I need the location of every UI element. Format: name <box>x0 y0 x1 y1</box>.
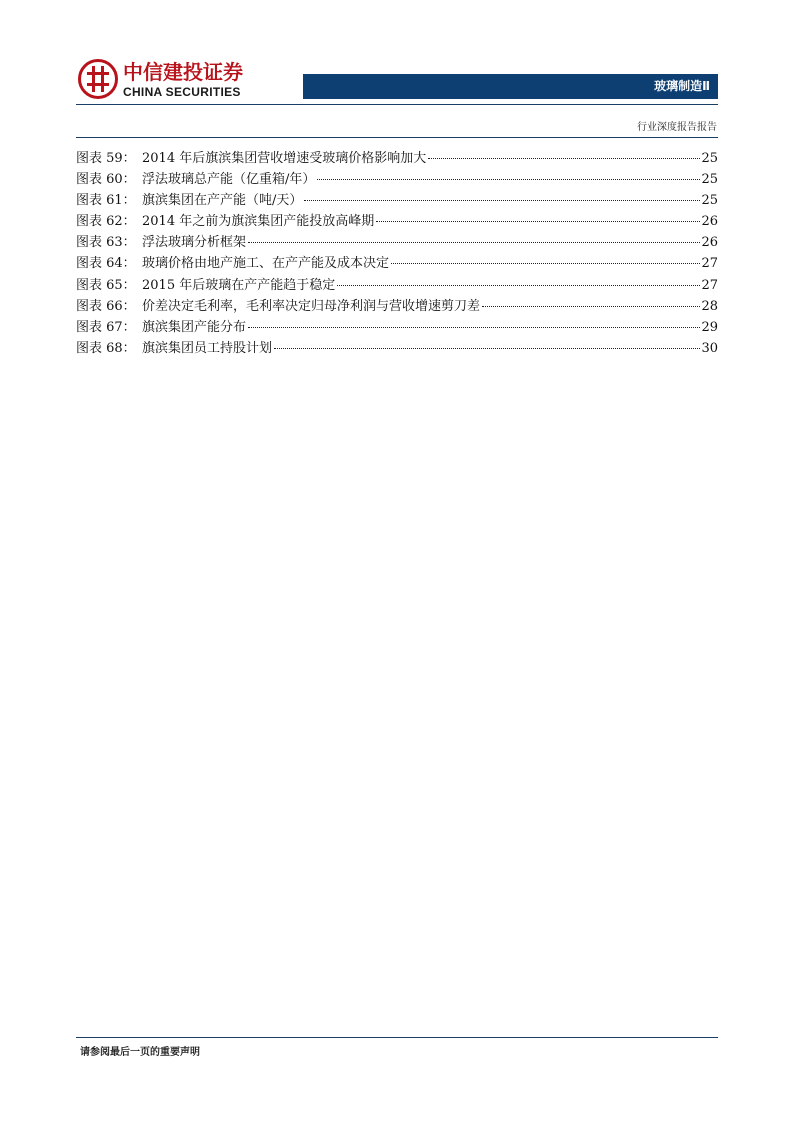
toc-entry-label: 图表 62： <box>76 214 136 230</box>
industry-label: 玻璃制造Ⅱ <box>654 79 710 93</box>
toc-entry-label: 图表 68： <box>76 340 136 356</box>
toc-entry[interactable] <box>76 296 718 317</box>
dot-leader <box>376 221 700 222</box>
toc-entry-page[interactable]: 25 <box>701 172 718 188</box>
toc-entry-page[interactable]: 30 <box>701 340 718 356</box>
dot-leader <box>337 285 700 286</box>
toc-entry-title[interactable]: 浮法玻璃总产能（亿重箱/年） <box>142 172 316 188</box>
toc-entry-title[interactable]: 2014 年后旗滨集团营收增速受玻璃价格影响加大 <box>142 151 427 166</box>
toc-entry-title[interactable]: 2014 年之前为旗滨集团产能投放高峰期 <box>142 214 375 230</box>
toc-entry[interactable] <box>76 317 718 338</box>
dot-leader <box>304 200 700 201</box>
toc-entry-page[interactable]: 26 <box>701 214 718 230</box>
subheader-divider <box>76 137 718 138</box>
toc-entry-page[interactable]: 25 <box>701 151 718 166</box>
toc-entry-label: 图表 61： <box>76 193 136 209</box>
company-logo <box>78 59 258 101</box>
toc-entry[interactable] <box>76 253 718 274</box>
toc-entry-label: 图表 66： <box>76 298 136 314</box>
toc-entry-label: 图表 64： <box>76 256 136 272</box>
dot-leader <box>274 348 700 349</box>
toc-entry[interactable] <box>76 169 718 190</box>
toc-entry-title[interactable]: 2015 年后玻璃在产产能趋于稳定 <box>142 277 336 293</box>
toc-entry-label: 图表 59： <box>76 151 136 166</box>
dot-leader <box>248 242 700 243</box>
dot-leader <box>248 327 700 328</box>
footer-divider <box>76 1037 718 1038</box>
industry-banner <box>303 74 718 99</box>
toc-entry[interactable] <box>76 338 718 359</box>
toc-entry[interactable] <box>76 232 718 253</box>
toc-entry-page[interactable]: 26 <box>701 235 718 251</box>
footer-disclaimer: 请参阅最后一页的重要声明 <box>80 1047 200 1058</box>
toc-entry-label: 图表 65： <box>76 277 136 293</box>
toc-entry-title[interactable]: 浮法玻璃分析框架 <box>142 235 247 251</box>
toc-entry[interactable] <box>76 148 718 169</box>
logo-chinese-name: 中信建投证券 <box>123 60 243 84</box>
toc-entry-label: 图表 67： <box>76 319 136 335</box>
toc-entry-title[interactable]: 旗滨集团在产产能（吨/天） <box>142 193 303 209</box>
toc-entry[interactable] <box>76 211 718 232</box>
toc-entry-page[interactable]: 27 <box>701 256 718 272</box>
toc-entry-page[interactable]: 28 <box>701 298 718 314</box>
toc-entry[interactable] <box>76 275 718 296</box>
header-divider <box>76 104 718 105</box>
dot-leader <box>391 263 700 264</box>
toc-entry[interactable] <box>76 190 718 211</box>
toc-entry-title[interactable]: 价差决定毛利率，毛利率决定归母净利润与营收增速剪刀差 <box>142 298 481 314</box>
toc-entry-label: 图表 63： <box>76 235 136 251</box>
toc-entry-page[interactable]: 25 <box>701 193 718 209</box>
toc-entry-title[interactable]: 旗滨集团产能分布 <box>142 319 247 335</box>
toc-entry-label: 图表 60： <box>76 172 136 188</box>
toc-entry-page[interactable]: 29 <box>701 319 718 335</box>
citic-logo-icon <box>78 59 118 99</box>
logo-english-name: CHINA SECURITIES <box>123 85 241 99</box>
dot-leader <box>482 306 700 307</box>
dot-leader <box>317 179 700 180</box>
figure-list <box>76 148 718 359</box>
toc-entry-title[interactable]: 旗滨集团员工持股计划 <box>142 340 273 356</box>
toc-entry-page[interactable]: 27 <box>701 277 718 293</box>
toc-entry-title[interactable]: 玻璃价格由地产施工、在产产能及成本决定 <box>142 256 390 272</box>
dot-leader <box>428 158 700 159</box>
report-type-label: 行业深度报告报告 <box>637 122 717 133</box>
